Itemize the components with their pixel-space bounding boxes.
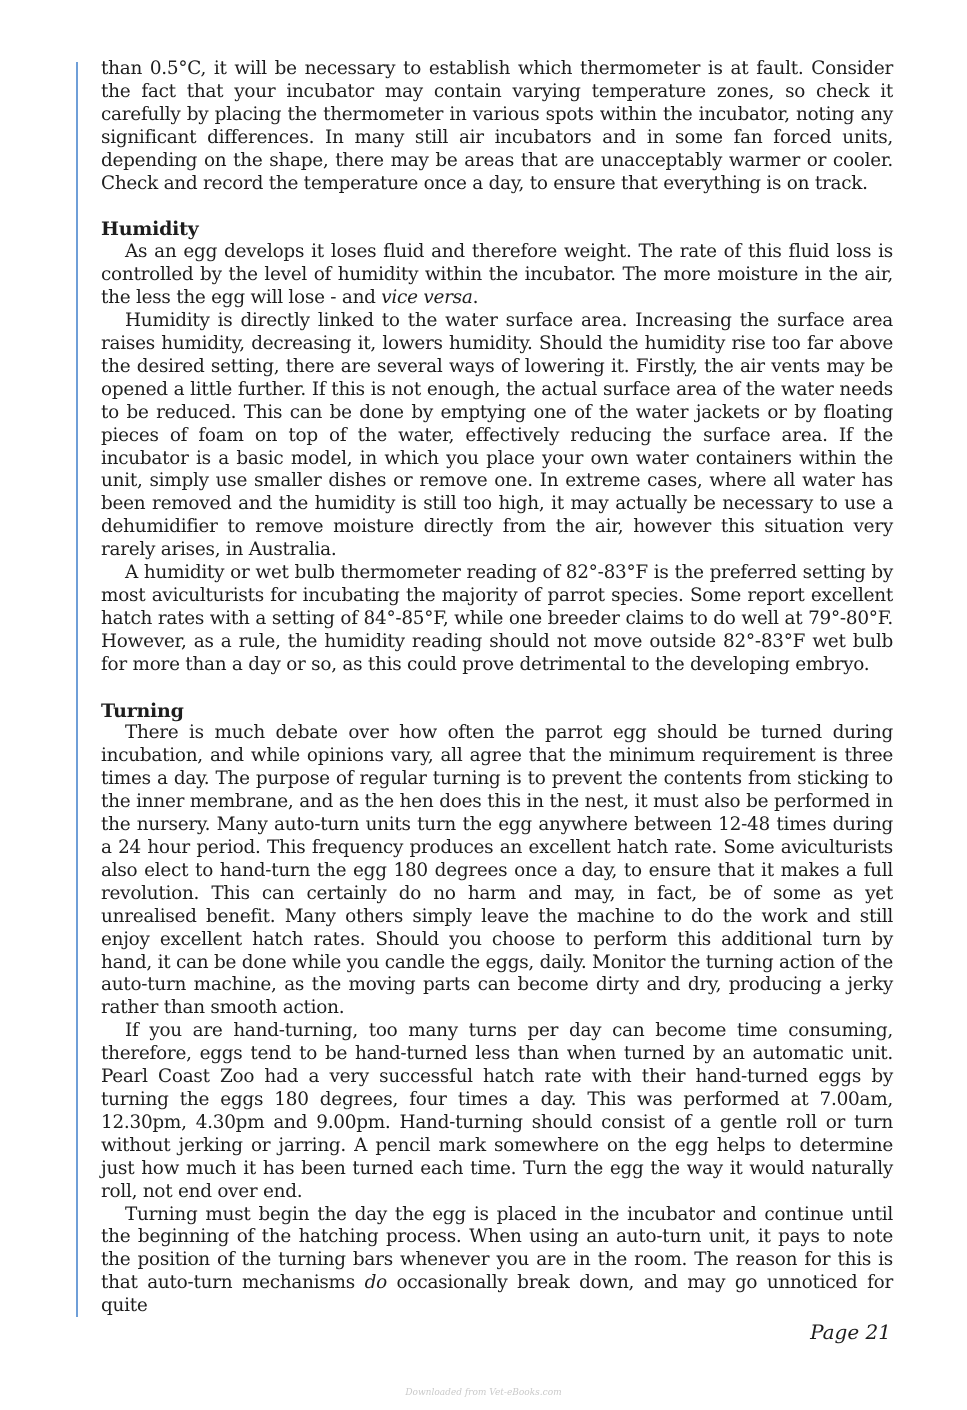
page-content [101,58,893,1318]
emphasis-vice-versa: vice versa [381,287,473,309]
page-number: Page 21 [810,1320,891,1344]
turning-paragraph-3: Turning must begin the day the egg is placed in the incubator and continue until the beginning of the hatching process. When using an auto-turn unit, it pays to note the position of the turning bars whenever you are in the room. The reason for this is that auto-turn mechanisms do occasionally break down, and may go unnoticed for quite [101,1203,893,1317]
section-heading-turning: Turning [101,699,184,722]
watermark: Downloaded from Vet-eBooks.com [405,1388,562,1398]
humidity-paragraph-2: Humidity is directly linked to the water surface area. Increasing the surface area raises humidity, decreasing it, lowers humidity. Should the humidity rise too far above the desired setting, there are several ways of lowering it. Firstly, the air vents may be opened a little further. If this is not enough, the actual surface area of the water needs to be reduced. This can be done by emptying one of the water jackets or by floating pieces of foam on top of the water, effectively reducing the surface area. If the incubator is a basic model, in which you place your own water containers within the unit, simply use smaller dishes or remove one. In extreme cases, where all water has been removed and the humidity is still too high, it may actually be necessary to use a dehumidifier to remove moisture directly from the air, however this situation very rarely arises, in Australia. [101,310,893,561]
intro-paragraph: than 0.5°C, it will be necessary to establish which thermometer is at fault. Consider the fact that your incubator may contain varying temperature zones, so check it carefully by placing the thermometer in various spots within the incubator, noting any significant differences. In many still air incubators and in some fan forced units, depending on the shape, there may be areas that are unacceptably warmer or cooler. Check and record the temperature once a day, to ensure that everything is on track. [101,58,893,194]
section-heading-humidity: Humidity [101,218,199,241]
turning-paragraph-2: If you are hand-turning, too many turns per day can become time consuming, therefore, eggs tend to be hand-turned less than when turned by an automatic unit. Pearl Coast Zoo had a very successful hatch rate with their hand-turned eggs by turning the eggs 180 degrees, four times a day. This was performed at 7.00am, 12.30pm, 4.30pm and 9.00pm. Hand-turning should consist of a gentle roll or turn without jerking or jarring. A pencil mark somewhere on the egg helps to determine just how much it has been turned each time. Turn the egg the way it would naturally roll, not end over end. [101,1020,893,1202]
humidity-paragraph-1: As an egg develops it loses fluid and therefore weight. The rate of this fluid loss is controlled by the level of humidity within the incubator. The more moisture in the air, the less the egg will lose - and vice versa. [101,241,893,309]
humidity-paragraph-3: A humidity or wet bulb thermometer reading of 82°-83°F is the preferred setting by most aviculturists for incubating the majority of parrot species. Some report excellent hatch rates with a setting of 84°-85°F, while one breeder claims to do well at 79°-80°F. However, as a rule, the humidity reading should not move outside 82°-83°F wet bulb for more than a day or so, as this could prove detrimental to the developing embryo. [101,562,893,675]
margin-rule [76,62,78,1317]
emphasis-do: do [364,1272,387,1294]
turning-paragraph-1: There is much debate over how often the parrot egg should be turned during incubation, and while opinions vary, all agree that the minimum requirement is three times a day. The purpose of regular turning is to prevent the contents from sticking to the inner membrane, and as the hen does this in the nest, it must also be performed in the nursery. Many auto-turn units turn the egg anywhere between 12-48 times during a 24 hour period. This frequency produces an excellent hatch rate. Some aviculturists also elect to hand-turn the egg 180 degrees once a day, to ensure that it makes a full revolution. This can certainly do no harm and may, in fact, be of some as yet unrealised benefit. Many others simply leave the machine to do the work and still enjoy excellent hatch rates. Should you choose to perform this additional turn by hand, it can be done while you candle the eggs, daily. Monitor the turning action of the auto-turn machine, as the moving parts can become dirty and dry, producing a jerky rather than smooth action. [101,722,893,1019]
